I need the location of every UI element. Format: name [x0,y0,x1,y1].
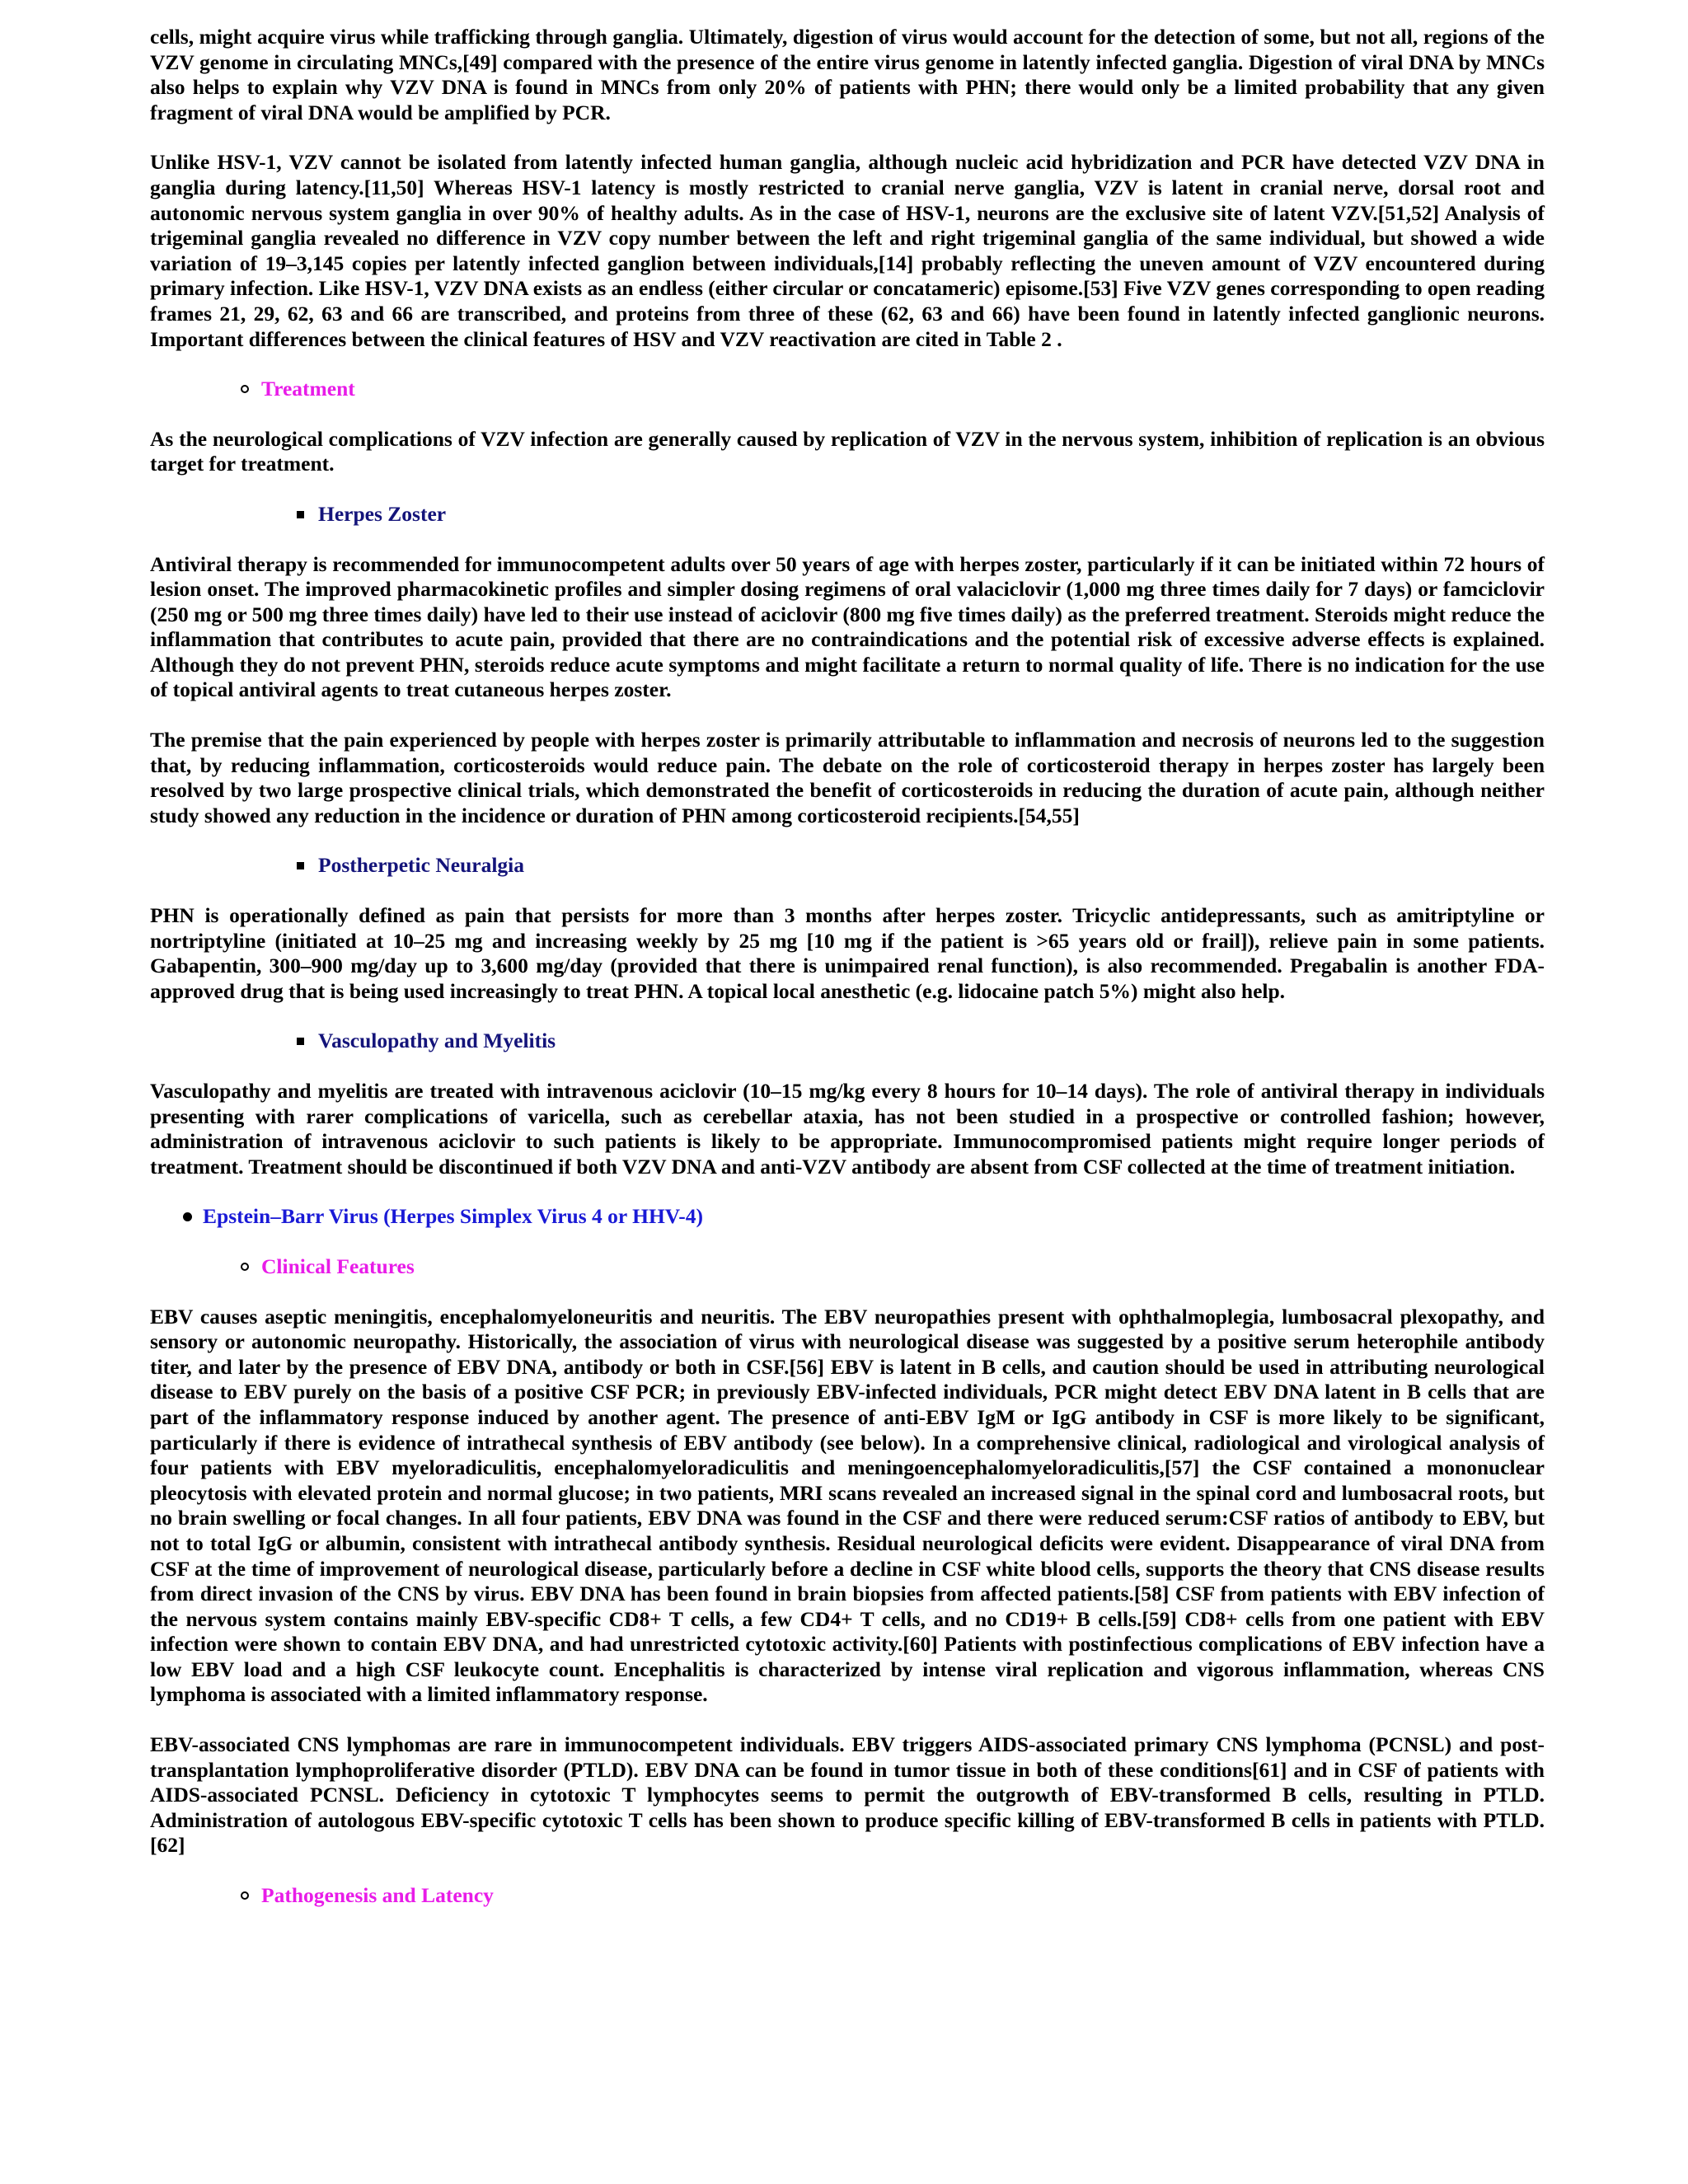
heading-treatment-text: Treatment [261,377,355,401]
paragraph-treatment-intro: As the neurological complications of VZV infection are generally caused by replication of VZV in the nervous system, inhibition of replication is an obvious target for treatment. [150,426,1545,476]
hollow-circle-bullet-icon [241,1263,249,1271]
heading-postherpetic-neuralgia-text: Postherpetic Neuralgia [318,853,524,878]
hollow-circle-bullet-icon [241,1891,249,1900]
heading-treatment [150,377,1545,402]
heading-clinical-features-text: Clinical Features [261,1254,415,1278]
paragraph-corticosteroids: The premise that the pain experienced by people with herpes zoster is primarily attributable to inflammation and necrosis of neurons led to the suggestion that, by reducing inflammation, corticosteroids would reduce pain. The debate on the role of corticosteroid therapy in herpes zoster has largely been resolved by two large prospective clinical trials, which demonstrated the benefit of corticosteroids in reducing the duration of acute pain, although neither study showed any reduction in the incidence or duration of PHN among corticosteroid recipients.[54,55] [150,728,1545,827]
heading-pathogenesis-latency-text: Pathogenesis and Latency [261,1883,494,1908]
paragraph-vzv-mncs: cells, might acquire virus while trafficking through ganglia. Ultimately, digestion of virus would account for the detection of some, but not all, regions of the VZV genome in circulating MNCs,[49] compared with the presence of the entire virus genome in latently infected ganglia. Digestion of viral DNA by MNCs also helps to explain why VZV DNA is found in MNCs from only 20% of patients with PHN; there would only be a limited probability that any given fragment of viral DNA would be amplified by PCR. [150,25,1545,124]
square-bullet-icon [297,511,304,518]
heading-postherpetic-neuralgia [150,853,1545,879]
paragraph-ebv-lymphoma: EBV-associated CNS lymphomas are rare in immunocompetent individuals. EBV triggers AIDS-associated primary CNS lymphoma (PCNSL) and post-transplantation lymphoproliferative disorder (PTLD). EBV DNA can be found in tumor tissue in both of these conditions[61] and in CSF of patients with AIDS-associated PCNSL. Deficiency in cytotoxic T lymphocytes seems to permit the outgrowth of EBV-transformed B cells, resulting in PTLD. Administration of autologous EBV-specific cytotoxic T cells has been shown to produce specific killing of EBV-transformed B cells in patients with PTLD.[62] [150,1732,1545,1858]
heading-ebv-text: Epstein–Barr Virus (Herpes Simplex Virus 4 or HHV-4) [203,1204,704,1229]
heading-clinical-features [150,1254,1545,1280]
hollow-circle-bullet-icon [241,385,249,393]
square-bullet-icon [297,1038,304,1045]
article-content [150,25,1545,1933]
paragraph-vzv-latency: Unlike HSV-1, VZV cannot be isolated from latently infected human ganglia, although nucleic acid hybridization and PCR have detected VZV DNA in ganglia during latency.[11,50] Whereas HSV-1 latency is mostly restricted to cranial nerve ganglia, VZV is latent in cranial nerve, dorsal root and autonomic nervous system ganglia in over 90% of healthy adults. As in the case of HSV-1, neurons are the exclusive site of latent VZV.[51,52] Analysis of trigeminal ganglia revealed no difference in VZV copy number between the left and right trigeminal ganglia of the same individual, but showed a wide variation of 19–3,145 copies per latently infected ganglion between individuals,[14] probably reflecting the uneven amount of VZV encountered during primary infection. Like HSV-1, VZV DNA exists as an endless (either circular or concatameric) episome.[53] Five VZV genes corresponding to open reading frames 21, 29, 62, 63 and 66 are transcribed, and proteins from three of these (62, 63 and 66) have been found in latently infected ganglionic neurons. Important differences between the clinical features of HSV and VZV reactivation are cited in Table 2 . [150,150,1545,351]
heading-vasculopathy-myelitis [150,1029,1545,1054]
heading-herpes-zoster [150,502,1545,527]
paragraph-antiviral-therapy: Antiviral therapy is recommended for immunocompetent adults over 50 years of age with herpes zoster, particularly if it can be initiated within 72 hours of lesion onset. The improved pharmacokinetic profiles and simpler dosing regimens of oral valaciclovir (1,000 mg three times daily for 7 days) or famciclovir (250 mg or 500 mg three times daily) have led to their use instead of aciclovir (800 mg five times daily) as the preferred treatment. Steroids might reduce the inflammation that contributes to acute pain, provided that there are no contraindications and the potential risk of excessive adverse effects is explained. Although they do not prevent PHN, steroids reduce acute symptoms and might facilitate a return to normal quality of life. There is no indication for the use of topical antiviral agents to treat cutaneous herpes zoster. [150,551,1545,702]
paragraph-vasculopathy: Vasculopathy and myelitis are treated with intravenous aciclovir (10–15 mg/kg every 8 hours for 10–14 days). The role of antiviral therapy in individuals presenting with rarer complications of varicella, such as cerebellar ataxia, has not been studied in a prospective or controlled fashion; however, administration of intravenous aciclovir to such patients is likely to be appropriate. Immunocompromised patients might require longer periods of treatment. Treatment should be discontinued if both VZV DNA and anti-VZV antibody are absent from CSF collected at the time of treatment initiation. [150,1079,1545,1179]
heading-herpes-zoster-text: Herpes Zoster [318,501,447,526]
heading-vasculopathy-myelitis-text: Vasculopathy and Myelitis [318,1029,556,1053]
square-bullet-icon [297,862,304,869]
paragraph-ebv-clinical: EBV causes aseptic meningitis, encephalomyeloneuritis and neuritis. The EBV neuropathies present with ophthalmoplegia, lumbosacral plexopathy, and sensory or autonomic neuropathy. Historically, the association of virus with neurological disease was suggested by a positive serum heterophile antibody titer, and later by the presence of EBV DNA, antibody or both in CSF.[56] EBV is latent in B cells, and caution should be used in attributing neurological disease to EBV purely on the basis of a positive CSF PCR; in previously EBV-infected individuals, PCR might detect EBV DNA latent in B cells that are part of the inflammatory response induced by another agent. The presence of anti-EBV IgM or IgG antibody in CSF is more likely to be significant, particularly if there is evidence of intrathecal synthesis of EBV antibody (see below). In a comprehensive clinical, radiological and virological analysis of four patients with EBV myeloradiculitis, encephalomyeloradiculitis and meningoencephalomyeloradiculitis,[57] the CSF contained a mononuclear pleocytosis with elevated protein and normal glucose; in two patients, MRI scans revealed an increased signal in the spinal cord and lumbosacral roots, but no brain swelling or focal changes. In all four patients, EBV DNA was found in the CSF and there were reduced serum:CSF ratios of antibody to EBV, but not to total IgG or albumin, consistent with intrathecal antibody synthesis. Residual neurological deficits were evident. Disappearance of viral DNA from CSF at the time of improvement of neurological disease, particularly before a decline in CSF white blood cells, supports the theory that CNS disease results from direct invasion of the CNS by virus. EBV DNA has been found in brain biopsies from affected patients.[58] CSF from patients with EBV infection of the nervous system contains mainly EBV-specific CD8+ T cells, a few CD4+ T cells, and no CD19+ B cells.[59] CD8+ cells from one patient with EBV infection were shown to contain EBV DNA, and had unrestricted cytotoxic activity.[60] Patients with postinfectious complications of EBV infection have a low EBV load and a high CSF leukocyte count. Encephalitis is characterized by intense viral replication and vigorous inflammation, whereas CNS lymphoma is associated with a limited inflammatory response. [150,1304,1545,1707]
heading-ebv [150,1204,1545,1230]
heading-pathogenesis-latency [150,1883,1545,1909]
paragraph-phn: PHN is operationally defined as pain that persists for more than 3 months after herpes zoster. Tricyclic antidepressants, such as amitriptyline or nortriptyline (initiated at 10–25 mg and increasing weekly by 25 mg [10 mg if the patient is >65 years old or frail]), relieve pain in some patients. Gabapentin, 300–900 mg/day up to 3,600 mg/day (provided that there is unimpaired renal function), is also recommended. Pregabalin is another FDA-approved drug that is being used increasingly to treat PHN. A topical local anesthetic (e.g. lidocaine patch 5%) might also help. [150,903,1545,1003]
filled-circle-bullet-icon [183,1212,192,1221]
